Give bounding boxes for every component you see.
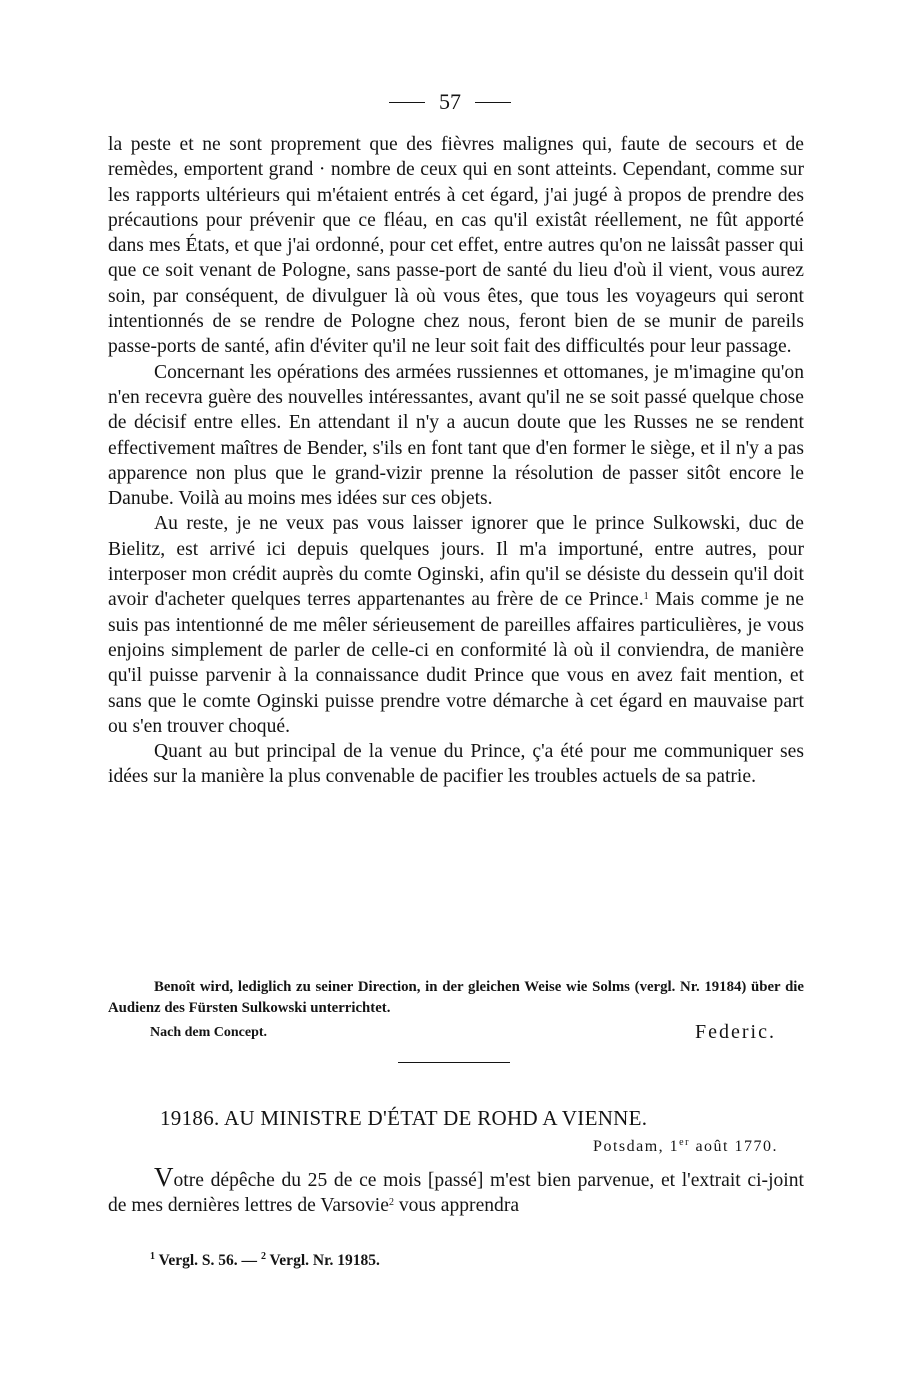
letter-body <box>108 132 804 790</box>
letter-2-paragraph-1 <box>108 1162 804 1219</box>
document-heading: 19186. AU MINISTRE D'ÉTAT DE ROHD A VIENNE. <box>160 1106 648 1130</box>
source-note: Nach dem Concept. <box>150 1025 268 1040</box>
paragraph-2: Concernant les opérations des armées russiennes et ottomanes, je m'imagine qu'on n'en recevra guère des nouvelles intéressantes, avant qu'il ne se soit passé quelque chose de décisif entre elles. En attendant il n'y a aucun doute que les Russes ne se rendent effectivement maîtres de Bender, s'ils en font tant que d'en former le siège, et il n'y a pas apparence non plus que le grand-vizir prenne la résolution de passer sitôt encore le Danube. Voilà au moins mes idées sur ces objets. <box>108 361 804 510</box>
paragraph-3-text-b: Mais comme je ne suis pas intentionné de me mêler sérieusement de pareilles affaires particulières, je vous enjoins simplement de parler de celle-ci en conformité là où il conviendra, de manière qu'il puisse parvenir à la connaissance dudit Prince que vous en avez fait mention, et sans que le comte Oginski puisse prendre votre démarche à cet égard en mauvaise part ou s'en trouver choqué. <box>108 589 804 737</box>
place: Potsdam, <box>593 1138 670 1155</box>
page-header <box>0 86 900 118</box>
date-day: 1 <box>669 1138 680 1155</box>
footnote-ref-1: 1 <box>643 591 649 603</box>
footnote-1: Vergl. S. 56. — <box>155 1252 261 1269</box>
source-signature-row <box>108 1021 804 1047</box>
footnotes <box>150 1252 380 1270</box>
drop-cap: V <box>154 1162 174 1192</box>
letter-2-text-b: vous apprendra <box>393 1195 520 1217</box>
date-rest: août 1770. <box>689 1138 778 1155</box>
section-divider <box>398 1062 510 1063</box>
footnote-mark-1: 1 <box>150 1251 155 1262</box>
footnote-mark-2: 2 <box>260 1251 266 1262</box>
date-ordinal: er <box>679 1137 690 1148</box>
signature: Federic. <box>695 1021 776 1043</box>
letter-2-body <box>108 1162 804 1219</box>
footnote-ref-2: 2 <box>388 1197 394 1209</box>
paragraph-4: Quant au but principal de la venue du Prince, ç'a été pour me communiquer ses idées sur la manière la plus convenable de pacifier les troubles actuels de sa patrie. <box>108 741 804 788</box>
paragraph-3 <box>108 511 804 739</box>
header-dash-left <box>389 102 425 103</box>
paragraph-1: la peste et ne sont proprement que des fièvres malignes qui, faute de secours et de remèdes, emportent grand · nombre de ceux qui en sont atteints. Cependant, comme sur les rapports ultérieurs qui m'étaient entrés à cet égard, j'ai jugé à propos de prendre des précautions pour prévenir que ce fléau, en cas qu'il existât réellement, ne fût apporté dans mes États, et que j'ai ordonné, pour cet effet, entre autres qu'on ne laissât passer qui que ce soit venant de Pologne, sans passe-port de santé du lieu d'où il vient, vous aurez soin, par conséquent, de divulguer là où vous êtes, que tous les voyageurs qui seront intentionnés de se rendre de Pologne chez nous, feront bien de se munir de pareils passe-ports de santé, afin d'éviter qu'il ne leur soit fait des difficultés pour leur passage. <box>108 134 804 358</box>
header-dash-right <box>475 102 511 103</box>
footnote-2: Vergl. Nr. 19185. <box>265 1252 380 1269</box>
letter-2-text-a: otre dépêche du 25 de ce mois [passé] m'est bien parvenue, et l'extrait ci-joint de mes dernières lettres de Varsovie <box>108 1170 804 1217</box>
page-number: 57 <box>439 89 461 114</box>
paragraph-3-text-a: Au reste, je ne veux pas vous laisser ignorer que le prince Sulkowski, duc de Bielitz, est arrivé ici depuis quelques jours. Il m'a importuné, entre autres, pour interposer mon crédit auprès du comte Oginski, afin qu'il se désiste du dessein qu'il doit avoir d'acheter quelques terres appartenantes au frère de ce Prince. <box>108 513 804 611</box>
editorial-note: Benoît wird, lediglich zu seiner Direction, in der gleichen Weise wie Solms (vergl. Nr. 19184) über die Audienz des Fürsten Sulkowski unterrichtet. <box>108 979 804 1016</box>
place-date <box>593 1138 778 1156</box>
